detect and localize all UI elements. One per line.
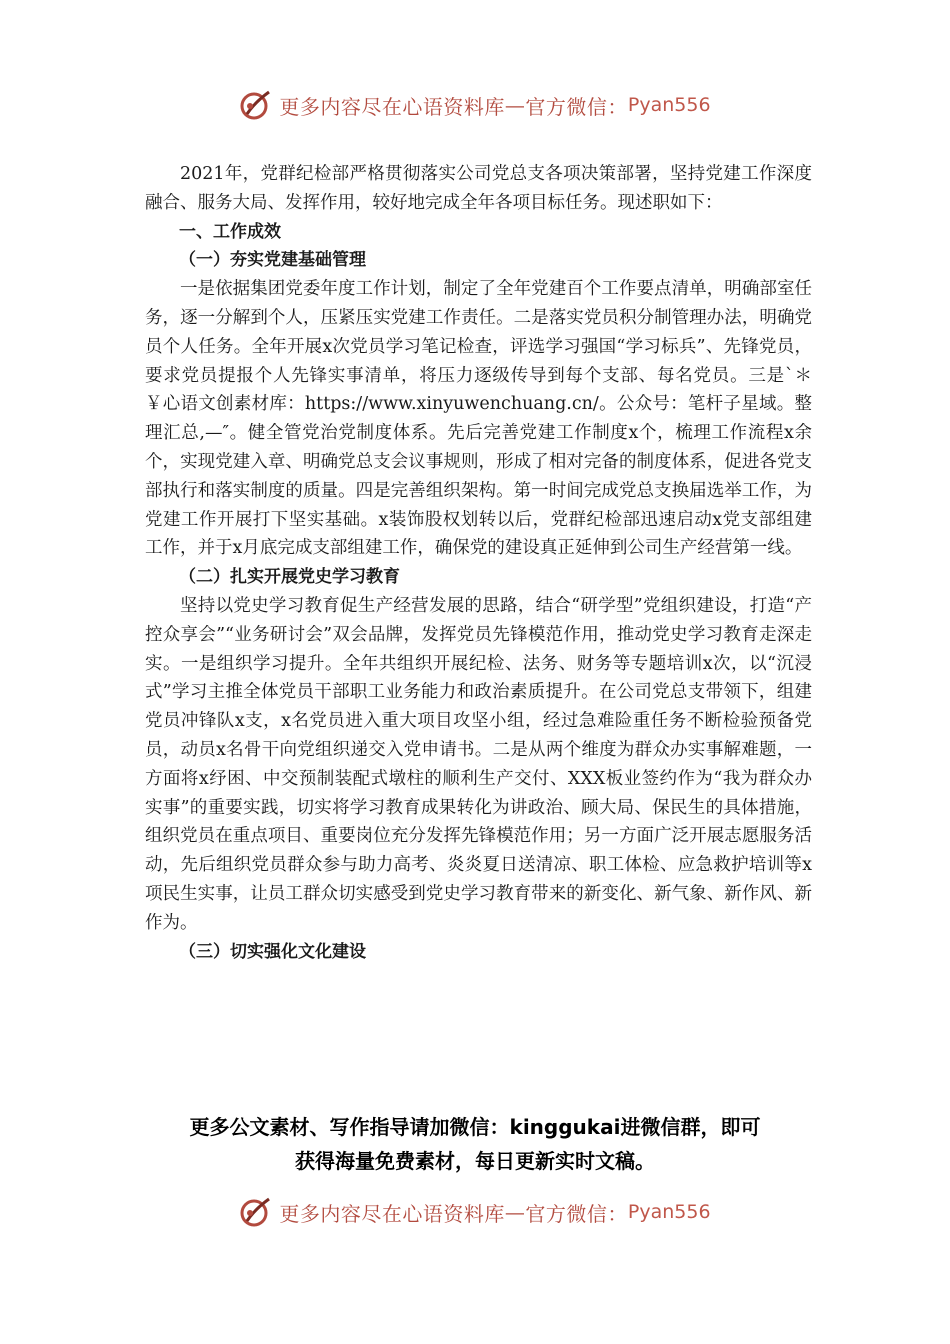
subsection-heading-1: （一）夯实党建基础管理 bbox=[179, 250, 366, 271]
subsection-heading-3: （三）切实强化文化建设 bbox=[179, 941, 366, 962]
header-banner bbox=[0, 85, 950, 125]
footer-banner bbox=[0, 1192, 950, 1232]
section-heading: 一、工作成效 bbox=[179, 221, 281, 242]
brush-logo-icon bbox=[239, 1195, 273, 1229]
banner-text: 更多内容尽在心语资料库 bbox=[279, 94, 505, 119]
banner-dash: — bbox=[504, 93, 526, 117]
document-body bbox=[145, 160, 812, 966]
banner-wechat-id: Pyan556 bbox=[627, 1201, 711, 1223]
banner-text: 更多内容尽在心语资料库 bbox=[279, 1201, 505, 1226]
banner-wechat-label: 官方微信： bbox=[525, 1201, 628, 1226]
banner-dash: — bbox=[504, 1200, 526, 1224]
brush-logo-icon bbox=[239, 88, 273, 122]
banner-wechat-label: 官方微信： bbox=[525, 94, 628, 119]
banner-wechat-id: Pyan556 bbox=[627, 94, 711, 116]
intro-paragraph: 2021年，党群纪检部严格贯彻落实公司党总支各项决策部署，坚持党建工作深度融合、服务大局、发挥作用，较好地完成全年各项目标任务。现述职如下： bbox=[145, 164, 812, 213]
paragraph-2: 坚持以党史学习教育促生产经营发展的思路，结合“研学型”党组织建设，打造“产控众享会”“业务研讨会”双会品牌，发挥党员先锋模范作用，推动党史学习教育走深走实。一是组织学习提升。全年共组织开展纪检、法务、财务等专题培训x次，以“沉浸式”学习主推全体党员干部职工业务能力和政治素质提升。在公司党总支带领下，组建党员冲锋队x支，x名党员进入重大项目攻坚小组，经过急难险重任务不断检验预备党员，动员x名骨干向党组织递交入党申请书。二是从两个维度为群众办实事解难题，一方面将x纾困、中交预制装配式墩柱的顺利生产交付、XXX板业签约作为“我为群众办实事”的重要实践，切实将学习教育成果转化为讲政治、顾大局、保民生的具体措施，组织党员在重点项目、重要岗位充分发挥先锋模范作用；另一方面广泛开展志愿服务活动，先后组织党员群众参与助力高考、炎炎夏日送清凉、职工体检、应急救护培训等x项民生实事，让员工群众切实感受到党史学习教育带来的新变化、新气象、新作风、新作为。 bbox=[145, 595, 812, 933]
promo-text bbox=[0, 1110, 950, 1178]
subsection-heading-2: （二）扎实开展党史学习教育 bbox=[179, 567, 400, 588]
paragraph-1: 一是依据集团党委年度工作计划，制定了全年党建百个工作要点清单，明确部室任务，逐一分解到个人，压紧压实党建工作责任。二是落实党员积分制管理办法，明确党员个人任务。全年开展x次党员学习笔记检查，评选学习强国“学习标兵”、先锋党员，要求党员提报个人先锋实事清单，将压力逐级传导到每个支部、每名党员。三是`＊￥心语文创素材库：https://www.xinyuwenchuang.cn/。公众号：笔杆子星域。整理汇总,—″。健全管党治党制度体系。先后完善党建工作制度x个，梳理工作流程x余个，实现党建入章、明确党总支会议事规则，形成了相对完备的制度体系，促进各党支部执行和落实制度的质量。四是完善组织架构。第一时间完成党总支换届选举工作，为党建工作开展打下坚实基础。x装饰股权划转以后，党群纪检部迅速启动x党支部组建工作，并于x月底完成支部组建工作，确保党的建设真正延伸到公司生产经营第一线。 bbox=[145, 279, 812, 559]
promo-line-2: 获得海量免费素材，每日更新实时文稿。 bbox=[295, 1149, 655, 1173]
promo-line-1: 更多公文素材、写作指导请加微信：kinggukai进微信群，即可 bbox=[189, 1115, 761, 1139]
